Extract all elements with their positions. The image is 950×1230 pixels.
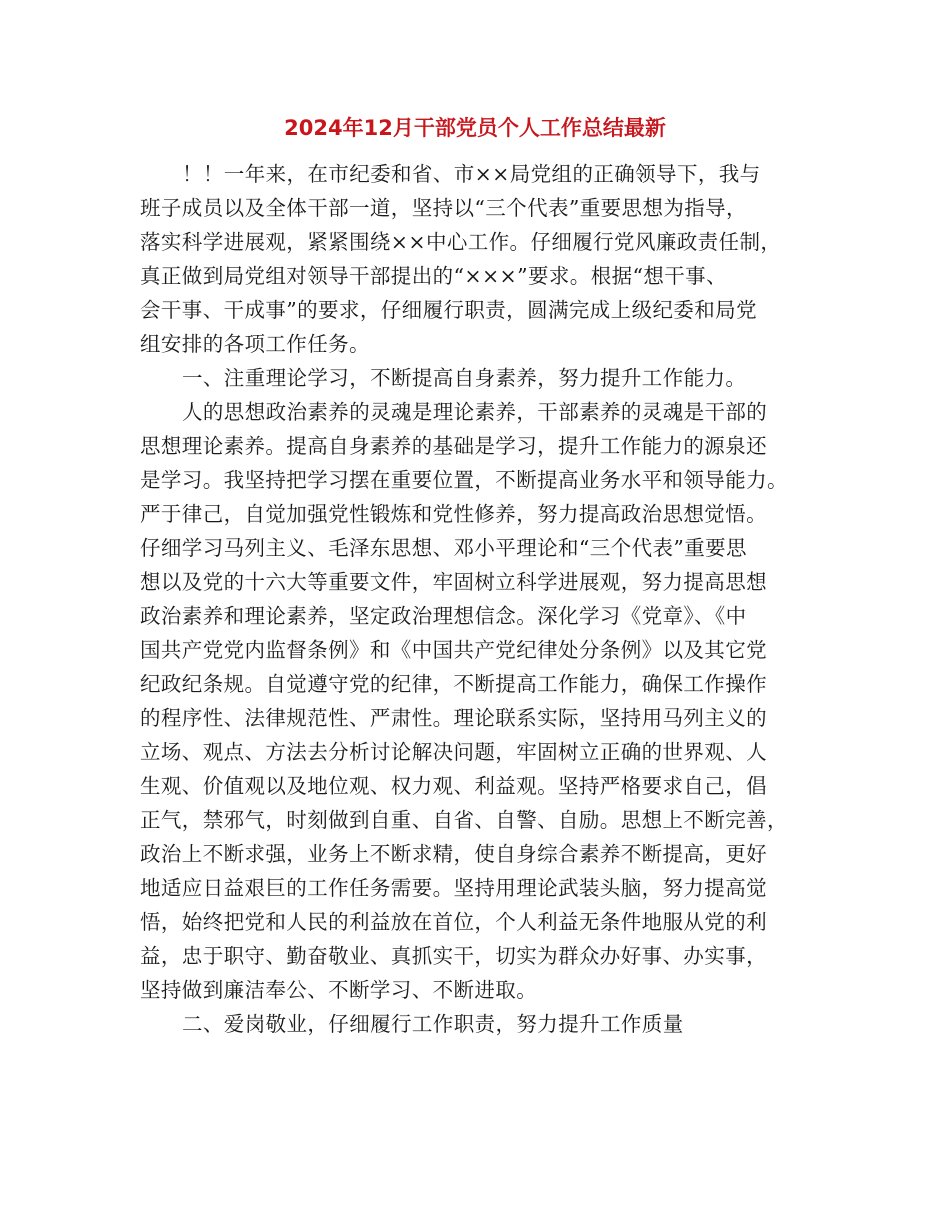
text-line: 落实科学进展观，紧紧围绕××中心工作。仔细履行党风廉政责任制， (140, 230, 782, 254)
text-line: 会干事、干成事”的要求，仔细履行职责，圆满完成上级纪委和局党 (140, 298, 757, 322)
text-line: 班子成员以及全体干部一道，坚持以“三个代表”重要思想为指导， (140, 196, 747, 220)
text-line: 益，忠于职守、勤奋敬业、真抓实干，切实为群众办好事、办实事， (140, 944, 767, 968)
text-line: 真正做到局党组对领导干部提出的“×××”要求。根据“想干事、 (140, 264, 727, 288)
text-line: 政治素养和理论素养，坚定政治理想信念。深化学习《党章》、《中 (140, 604, 747, 628)
text-line: 生观、价值观以及地位观、权力观、利益观。坚持严格要求自己，倡 (140, 774, 767, 798)
text-line: 政治上不断求强，业务上不断求精，使自身综合素养不断提高，更好 (140, 842, 767, 866)
document-body (140, 157, 820, 1041)
text-line: 立场、观点、方法去分析讨论解决问题，牢固树立正确的世界观、人 (140, 740, 767, 764)
text-line: 思想理论素养。提高自身素养的基础是学习，提升工作能力的源泉还 (140, 434, 767, 458)
text-line: 二、爱岗敬业，仔细履行工作职责，努力提升工作质量 (182, 1012, 684, 1036)
text-line: 仔细学习马列主义、毛泽东思想、邓小平理论和“三个代表”重要思 (140, 536, 747, 560)
text-line: 想以及党的十六大等重要文件，牢固树立科学进展观，努力提高思想 (140, 570, 767, 594)
text-line: 纪政纪条规。自觉遵守党的纪律，不断提高工作能力，确保工作操作 (140, 672, 767, 696)
text-line: 一、注重理论学习，不断提高自身素养，努力提升工作能力。 (182, 366, 747, 390)
text-line: 正气，禁邪气，时刻做到自重、自省、自警、自励。思想上不断完善， (140, 808, 788, 832)
text-line: 人的思想政治素养的灵魂是理论素养，干部素养的灵魂是干部的 (182, 400, 768, 424)
text-line: 坚持做到廉洁奉公、不断学习、不断进取。 (140, 978, 538, 1002)
text-line: 组安排的各项工作任务。 (140, 332, 370, 356)
text-line: 是学习。我坚持把学习摆在重要位置，不断提高业务水平和领导能力。 (140, 468, 788, 492)
text-line: ！！一年来，在市纪委和省、市××局党组的正确领导下，我与 (182, 162, 761, 186)
text-line: 悟，始终把党和人民的利益放在首位，个人利益无条件地服从党的利 (140, 910, 767, 934)
document-title: 2024年12月干部党员个人工作总结最新 (284, 116, 666, 140)
text-line: 国共产党党内监督条例》和《中国共产党纪律处分条例》以及其它党 (140, 638, 767, 662)
text-line: 地适应日益艰巨的工作任务需要。坚持用理论武装头脑，努力提高觉 (140, 876, 767, 900)
text-line: 的程序性、法律规范性、严肃性。理论联系实际，坚持用马列主义的 (140, 706, 767, 730)
text-line: 严于律己，自觉加强党性锻炼和党性修养，努力提高政治思想觉悟。 (140, 502, 767, 526)
